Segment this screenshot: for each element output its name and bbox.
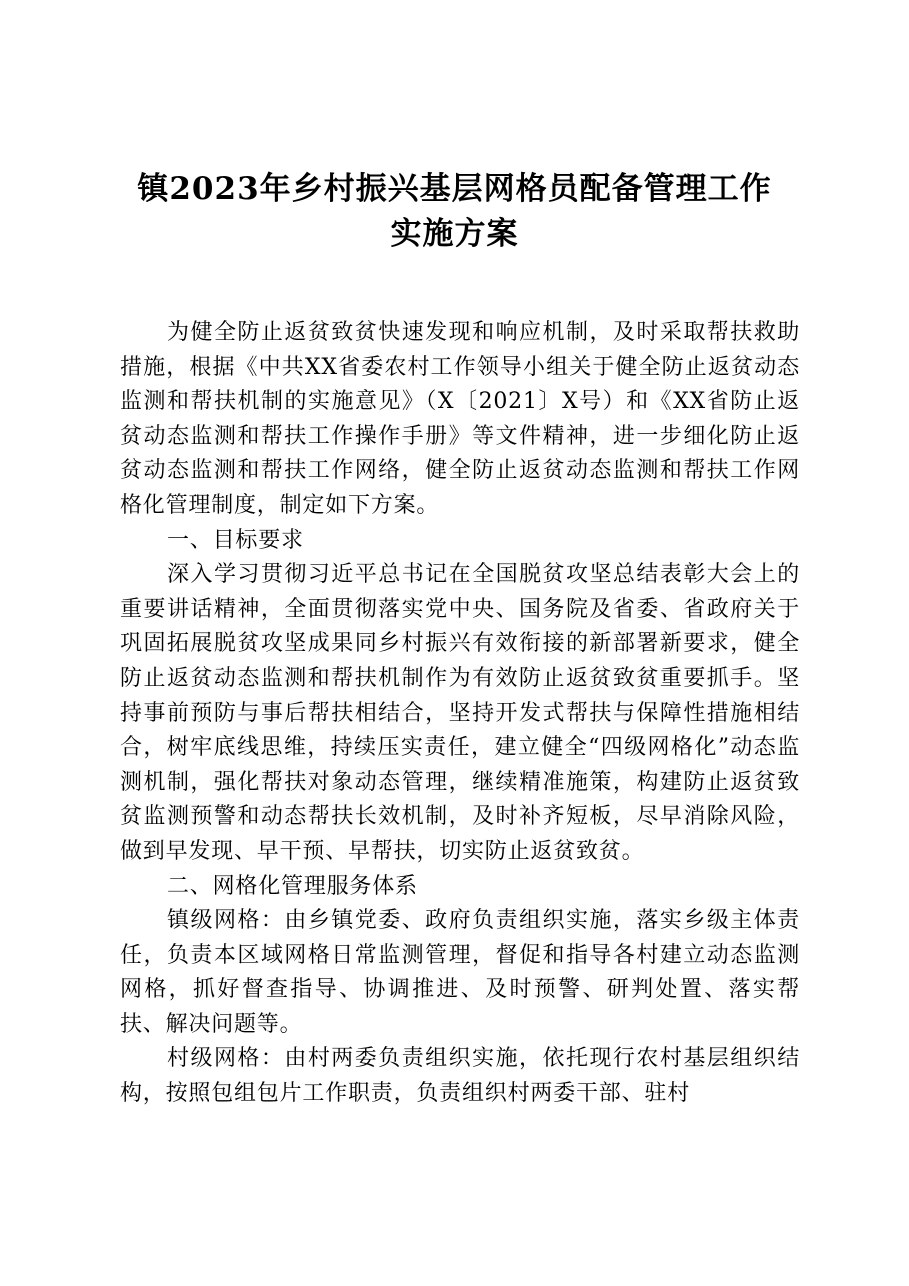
paragraph-village-grid: 村级网格：由村两委负责组织实施，依托现行农村基层组织结构，按照包组包片工作职责，负责组织村两委干部、驻村 — [120, 1046, 800, 1107]
paragraph-goals: 深入学习贯彻习近平总书记在全国脱贫攻坚总结表彰大会上的重要讲话精神，全面贯彻落实党中央、国务院及省委、省政府关于巩固拓展脱贫攻坚成果同乡村振兴有效衔接的新部署新要求，健全防止返贫动态监测和帮扶机制作为有效防止返贫致贫重要抓手。坚持事前预防与事后帮扶相结合，坚持开发式帮扶与保障性措施相结合，树牢底线思维，持续压实责任，建立健全“四级网格化”动态监测机制，强化帮扶对象动态管理，继续精准施策，构建防止返贫致贫监测预警和动态帮扶长效机制，及时补齐短板，尽早消除风险，做到早发现、早干预、早帮扶，切实防止返贫致贫。 — [120, 562, 800, 864]
paragraph-town-grid: 镇级网格：由乡镇党委、政府负责组织实施，落实乡级主体责任，负责本区域网格日常监测管理，督促和指导各村建立动态监测网格，抓好督查指导、协调推进、及时预警、研判处置、落实帮扶、解决问题等。 — [120, 908, 800, 1037]
paragraph-intro: 为健全防止返贫致贫快速发现和响应机制，及时采取帮扶救助措施，根据《中共XX省委农村工作领导小组关于健全防止返贫动态监测和帮扶机制的实施意见》（X〔2021〕X号）和《XX省防止返贫动态监测和帮扶工作操作手册》等文件精神，进一步细化防止返贫动态监测和帮扶工作网络，健全防止返贫动态监测和帮扶工作网格化管理制度，制定如下方案。 — [120, 320, 800, 518]
document-title-line-2: 实施方案 — [390, 216, 519, 252]
document-body — [120, 316, 800, 1112]
section-heading-grid-system: 二、网格化管理服务体系 — [167, 873, 418, 899]
section-heading-goals: 一、目标要求 — [167, 527, 304, 553]
document-title-line-1: 镇2023年乡村振兴基层网格员配备管理工作 — [137, 171, 772, 207]
